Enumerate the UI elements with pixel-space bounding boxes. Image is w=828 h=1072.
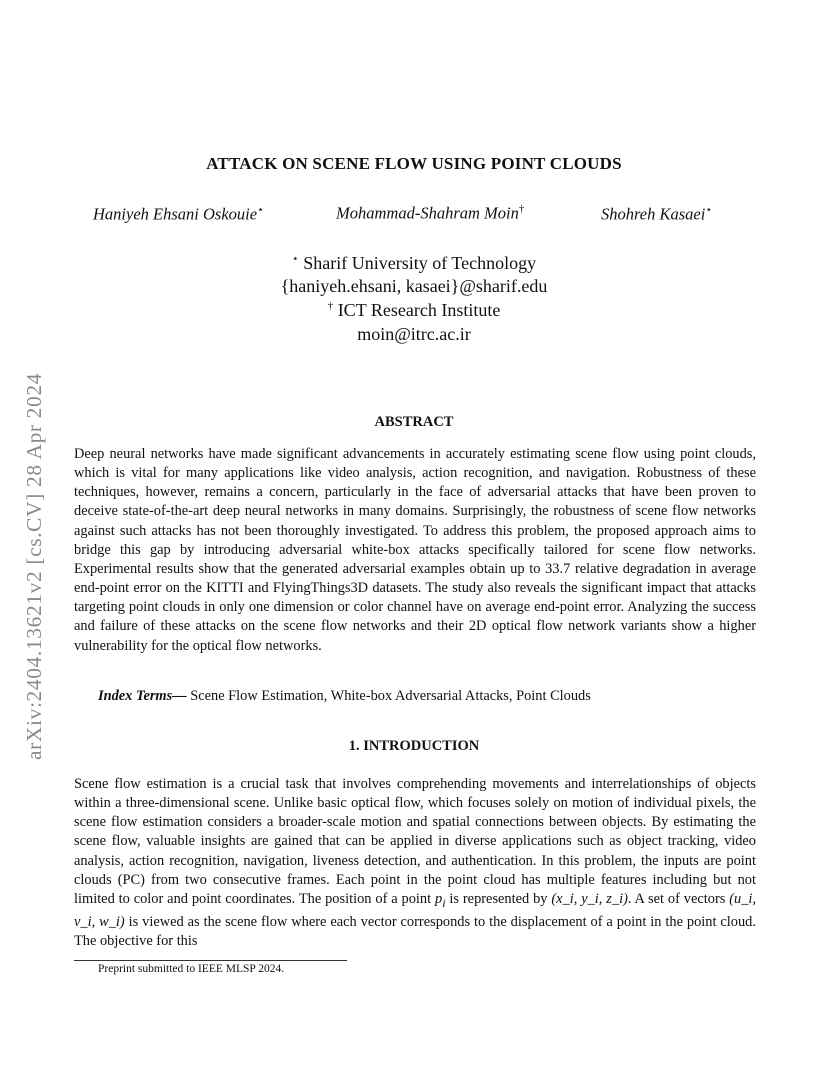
- affiliation-email-2: moin@itrc.ac.ir: [357, 324, 471, 344]
- paper-title: ATTACK ON SCENE FLOW USING POINT CLOUDS: [206, 154, 622, 173]
- author-3-mark: ⋆: [705, 204, 713, 216]
- author-3: [601, 203, 712, 225]
- author-1: [93, 203, 264, 225]
- vectors-math: (u_i, v_i, w_i): [74, 890, 756, 930]
- index-terms-label: Index Terms—: [98, 688, 187, 704]
- author-list: [0, 203, 828, 227]
- author-3-name: Shohreh Kasaei: [601, 204, 706, 224]
- affiliation-sharif: Sharif University of Technology: [298, 253, 537, 273]
- abstract-heading: ABSTRACT: [374, 414, 454, 430]
- author-2-name: Mohammad-Shahram Moin: [336, 203, 519, 223]
- abstract-body: Deep neural networks have made significant advancements in accurately estimating scene flow using point clouds, which is vital for many applications like video analysis, action recognition, and navigation. Robustness of these techniques, however, remains a concern, particularly in the face of adversarial attacks that have been proven to deceive state-of-the-art deep neural networks in many domains. Surprisingly, the robustness of scene flow networks against such attacks has not been thoroughly investigated. To address this problem, the proposed approach aims to bridge this gap by introducing adversarial white-box attacks specifically tailored for scene flow networks. Experimental results show that the generated adversarial examples obtain up to 33.7 relative degradation in average end-point error on the KITTI and FlyingThings3D datasets. The study also reveals the significant impact that attacks targeting point clouds in only one dimension or color channel have on average end-point error. Analyzing the success and failure of these attacks on the scene flow networks and their 2D optical flow network variants show a higher vulnerability for the optical flow networks.: [74, 446, 756, 654]
- intro-text-2: is represented by: [445, 890, 552, 907]
- affiliation-line-3: [0, 300, 828, 321]
- arxiv-stamp: arXiv:2404.13621v2 [cs.CV] 28 Apr 2024: [22, 372, 46, 760]
- affiliation-mark-3: †: [327, 300, 334, 312]
- intro-text-3: . A set of vectors: [627, 890, 730, 907]
- point-symbol: [434, 890, 446, 910]
- intro-text-1: Scene flow estimation is a crucial task that involves comprehending movements and interrelationships of objects within a three-dimensional scene. Unlike basic optical flow, which focuses solely on motion of individual pixels, the scene flow estimation considers a broader-scale motion and spatial connections between objects. By estimating the scene flow, valuable insights are gained that can be applied in diverse applications such as object tracking, video analysis, action recognition, navigation, liveness detection, and authentication. In this problem, the inputs are point clouds (PC) from two consecutive frames. Each point in the point cloud has multiple features including but not limited to color and point coordinates. The position of a point: [74, 776, 756, 907]
- intro-body: [74, 775, 756, 951]
- author-2: [336, 203, 524, 224]
- point-symbol-letter: p: [434, 890, 443, 907]
- footnote: Preprint submitted to IEEE MLSP 2024.: [98, 963, 285, 975]
- author-2-mark: †: [518, 203, 525, 215]
- affiliation-mark-1: ⋆: [291, 253, 299, 265]
- index-terms-list: Scene Flow Estimation, White-box Adversarial Attacks, Point Clouds: [186, 688, 591, 704]
- footnote-rule: [74, 960, 347, 961]
- affiliation-ict: ICT Research Institute: [333, 300, 501, 320]
- point-symbol-sub: i: [442, 895, 446, 910]
- author-1-mark: ⋆: [257, 204, 264, 216]
- index-terms: [98, 688, 591, 705]
- affiliation-email-1: {haniyeh.ehsani, kasaei}@sharif.edu: [280, 276, 548, 296]
- intro-heading: 1. INTRODUCTION: [348, 738, 480, 754]
- affiliation-line-1: [0, 252, 828, 274]
- author-1-name: Haniyeh Ehsani Oskouie: [93, 204, 258, 224]
- intro-text-4: is viewed as the scene flow where each vector corresponds to the displacement of a point in the point cloud. The objective for this: [74, 913, 756, 950]
- coords-math: (x_i, y_i, z_i): [551, 890, 628, 907]
